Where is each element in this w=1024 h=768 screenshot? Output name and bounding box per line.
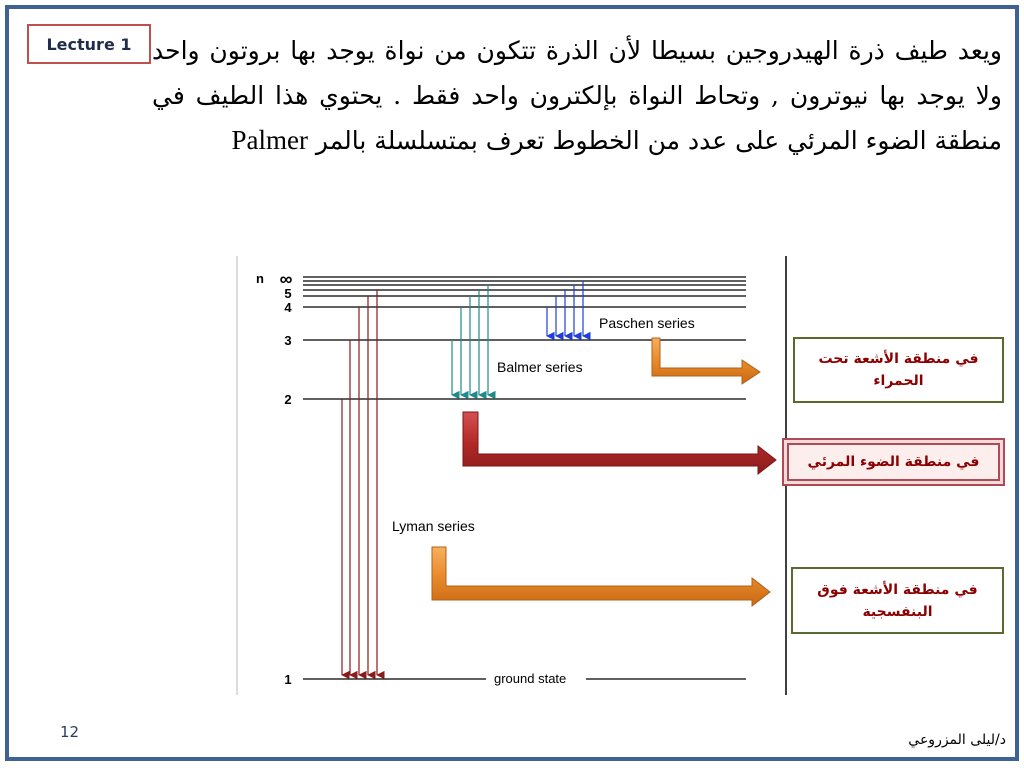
level-label-4: 4	[284, 300, 292, 315]
palmer-term: Palmer	[231, 125, 308, 155]
paschen-arrows	[547, 281, 583, 336]
lyman-arrows	[342, 290, 377, 675]
ultraviolet-pointer-arrow	[432, 547, 770, 606]
energy-levels	[303, 277, 746, 679]
paschen-series-label: Paschen series	[599, 315, 695, 331]
page-number: 12	[60, 723, 80, 741]
arabic-text: ويعد طيف ذرة الهيدروجين بسيطا لأن الذرة تتكون من نواة يوجد بها بروتون واحد ولا يوجد بها نيوترون , وتحاط النواة بإلكترون واحد فقط . يحتوي هذا الطيف في منطقة الضوء المرئي على عدد من الخطوط تعرف بمتسلسلة بالمر	[152, 36, 1002, 155]
visible-pointer-arrow	[463, 412, 776, 474]
level-label-1: 1	[284, 672, 292, 687]
level-label-5: 5	[284, 286, 292, 301]
level-label-3: 3	[284, 333, 292, 348]
lecture-label: Lecture 1	[27, 24, 151, 64]
author-name: د/ليلى المزروعي	[908, 732, 1006, 748]
ultraviolet-region-label: في منطقة الأشعة فوق البنفسجية	[817, 581, 978, 620]
balmer-series-label: Balmer series	[497, 359, 583, 375]
infrared-region-box	[793, 337, 1004, 403]
visible-region-box	[787, 443, 1000, 481]
ground-state-label: ground state	[494, 671, 567, 686]
level-label-2: 2	[284, 392, 292, 407]
visible-region-label: في منطقة الضوء المرئي	[807, 454, 980, 470]
n-label: n	[256, 271, 264, 286]
infinity-label: ∞	[279, 269, 293, 289]
ultraviolet-region-box	[791, 567, 1004, 634]
infrared-pointer-arrow	[652, 338, 760, 384]
infrared-region-label: في منطقة الأشعة تحت الحمراء	[818, 351, 979, 389]
lyman-series-label: Lyman series	[392, 518, 475, 534]
